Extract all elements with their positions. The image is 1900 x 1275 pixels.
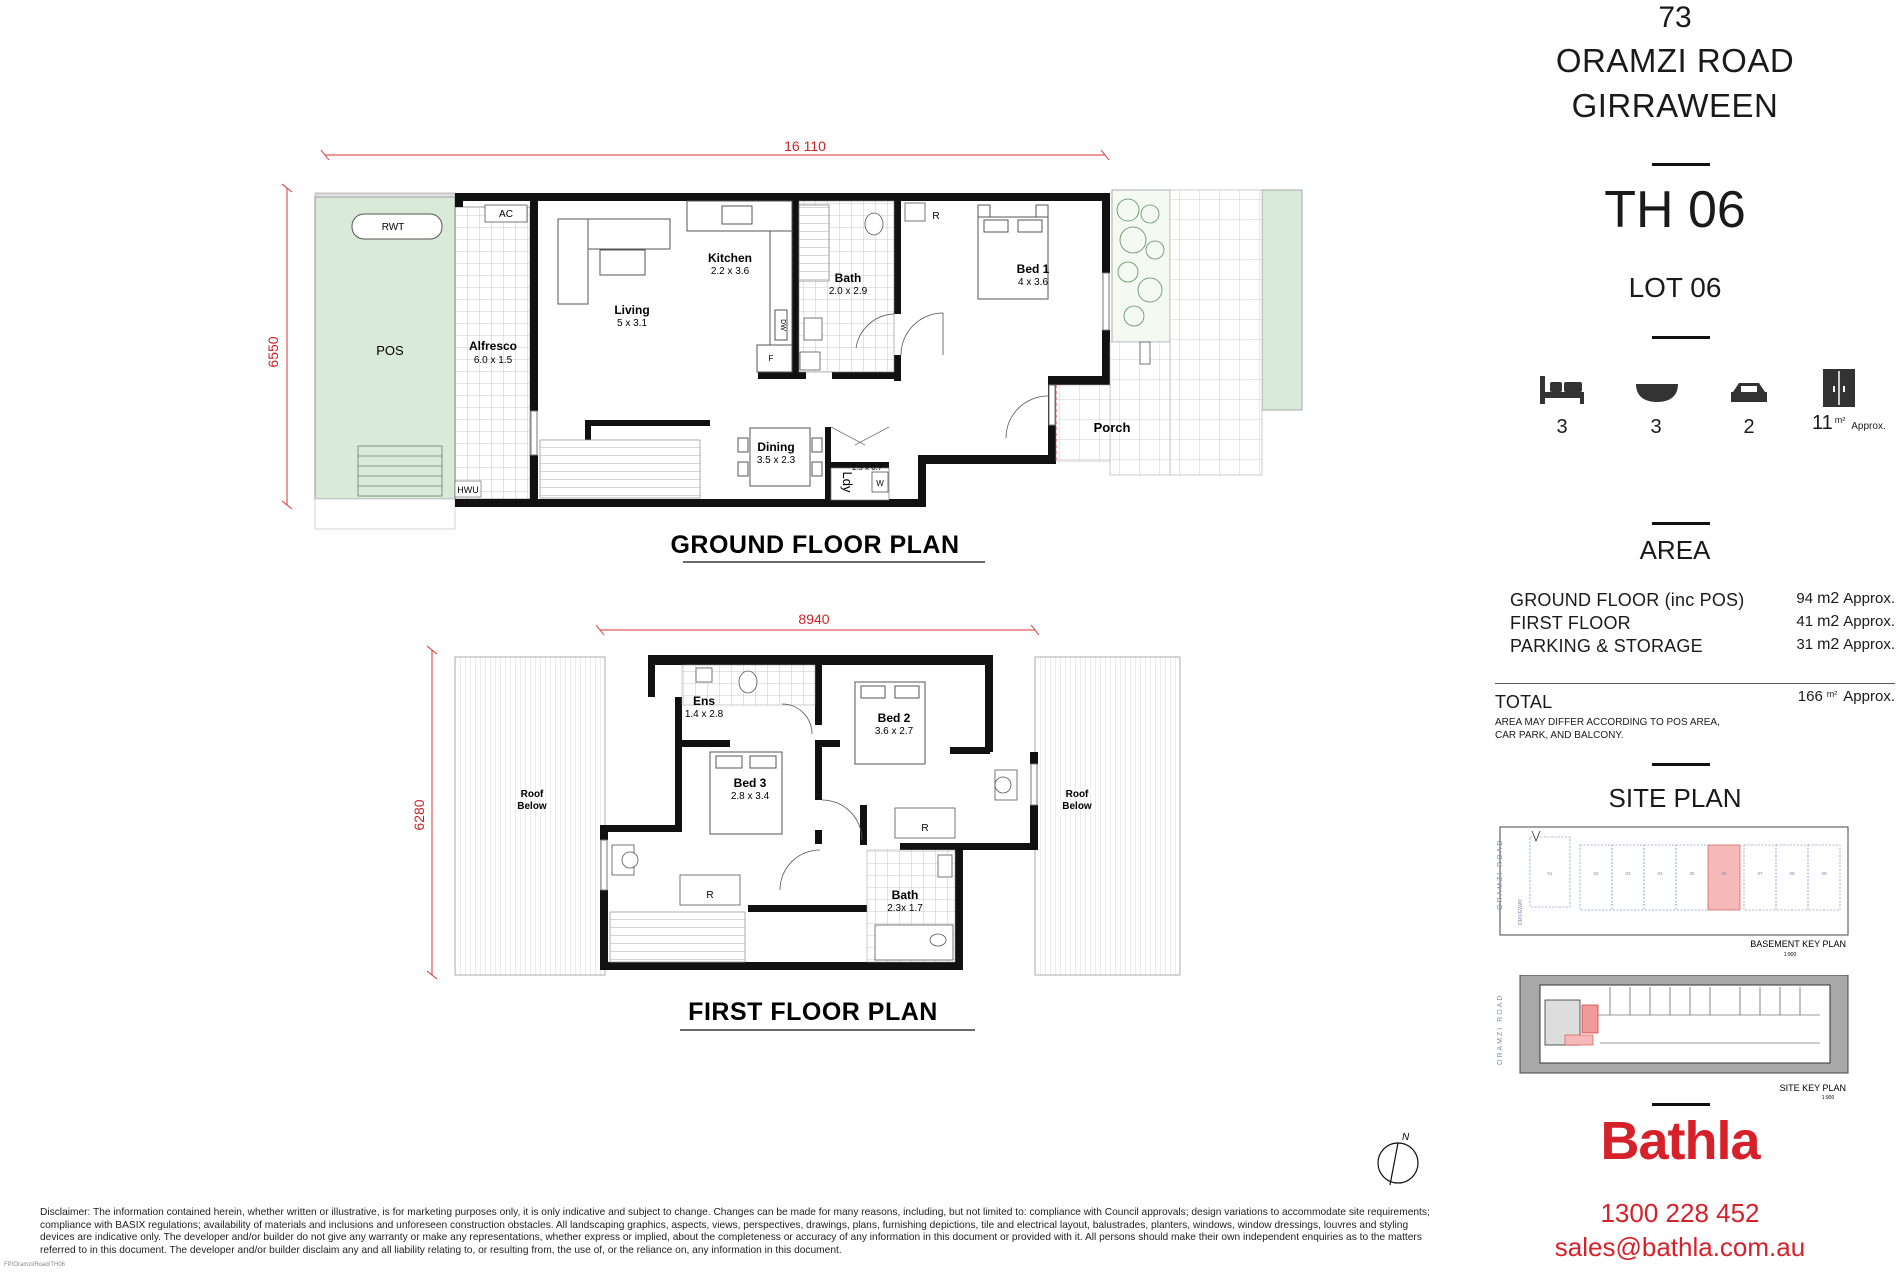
alfresco-label: Alfresco <box>468 339 518 353</box>
site-road-label: ORAMZI ROAD <box>1497 993 1504 1065</box>
phone-number[interactable]: 1300 228 452 <box>1600 1198 1760 1228</box>
alfresco-size: 6.0 x 1.5 <box>473 355 513 366</box>
site-plan-heading: SITE PLAN <box>1608 783 1742 813</box>
first-bath-label: Bath <box>891 888 919 902</box>
site-key-label: SITE KEY PLAN <box>1779 1083 1846 1093</box>
area-footnote-2: CAR PARK, AND BALCONY. <box>1495 730 1624 741</box>
ac-label: AC <box>499 209 513 220</box>
area-label-ground: GROUND FLOOR (inc POS) <box>1510 590 1745 610</box>
area-divider <box>1495 683 1895 684</box>
laundry-size: 1.5 x 0.7 <box>851 463 883 472</box>
ensuite-size: 1.4 x 2.8 <box>684 709 724 720</box>
first-depth-dimension <box>427 646 437 979</box>
file-reference: FP/Oramzi/Road/TH06 <box>4 1262 66 1268</box>
area-parking-unit: m2 <box>1817 636 1840 653</box>
roof-right-label-2: Below <box>1062 801 1092 812</box>
area-first-note: Approx. <box>1843 613 1895 630</box>
bed2-robe-label: R <box>921 823 929 834</box>
front-paving <box>1170 190 1262 475</box>
area-first-value: 41 <box>1796 613 1814 630</box>
living-sofa <box>558 219 670 304</box>
ground-width-label: 16 110 <box>784 138 826 154</box>
car-count: 2 <box>1743 416 1755 438</box>
site-key-scale: 1:900 <box>1821 1095 1835 1100</box>
storage-area <box>1812 412 1886 435</box>
first-floor-plan <box>411 611 1180 1030</box>
storage-icon <box>1822 368 1856 408</box>
area-value-first <box>1760 613 1895 631</box>
storage-note: Approx. <box>1851 421 1886 432</box>
area-parking-note: Approx. <box>1843 636 1895 653</box>
washer-label: W <box>876 479 884 488</box>
townhouse-number: TH 06 <box>1604 181 1746 239</box>
area-label-first: FIRST FLOOR <box>1510 613 1631 633</box>
basement-lot-04: 04 <box>1657 871 1663 876</box>
porch-label: Porch <box>1093 420 1131 435</box>
roof-right-label: Roof <box>1065 789 1089 800</box>
basement-lot-09: 09 <box>1821 871 1827 876</box>
dining-size: 3.5 x 2.3 <box>756 455 796 466</box>
basement-key-plan <box>1490 825 1850 960</box>
storage-unit: m² <box>1834 415 1846 425</box>
bed1-label: Bed 1 <box>1016 262 1050 276</box>
ground-width-dimension <box>321 150 1109 160</box>
basement-lot-07: 07 <box>1757 871 1763 876</box>
basement-lot-02: 02 <box>1593 871 1599 876</box>
brand-logo: Bathla <box>1600 1111 1760 1171</box>
area-heading: AREA <box>1639 535 1711 565</box>
basement-key-scale: 1:900 <box>1783 952 1797 958</box>
address-suburb: GIRRAWEEN <box>1571 87 1779 124</box>
area-ground-note: Approx. <box>1843 590 1895 607</box>
email-address[interactable]: sales@bathla.com.au <box>1554 1232 1806 1262</box>
area-ground-unit: m2 <box>1817 590 1840 607</box>
site-lot-06-highlight <box>1582 1005 1598 1033</box>
area-total-note: Approx. <box>1843 688 1895 705</box>
bathroom-count: 3 <box>1650 416 1662 438</box>
features-row <box>1530 360 1900 440</box>
basement-lot-03: 03 <box>1625 871 1631 876</box>
roof-below-right <box>1035 657 1180 975</box>
front-lawn <box>1262 190 1302 410</box>
area-value-parking <box>1760 636 1895 654</box>
basement-lot-06-highlight <box>1708 845 1740 910</box>
area-label-parking: PARKING & STORAGE <box>1510 636 1703 656</box>
divider <box>1652 522 1710 525</box>
bed3-size: 2.8 x 3.4 <box>730 791 770 802</box>
roof-below-left <box>455 657 605 975</box>
area-parking-value: 31 <box>1796 636 1814 653</box>
bedroom-count: 3 <box>1556 416 1568 438</box>
bed-icon <box>1538 372 1586 406</box>
area-ground-value: 94 <box>1796 590 1814 607</box>
ground-stairs <box>540 440 700 498</box>
rwt-label: RWT <box>381 222 405 233</box>
disclaimer-text: Disclaimer: The information contained herein, whether written or illustrative, is for marketing purposes only, it is only indicative and subject to change. Changes can be made for many reasons, including, but not limited to: compliance with Council approvals; design variations to accommodate site requirements; compliance with BASIX regulations; availability of materials and inclusions and unforeseen construction obstacles. All landscaping graphics, aspects, views, perspectives, drawings, plans, furnishing depictions, tile and electrical layout, balustrades, planters, windows, window dressings, louvres and styling devices are indicative only. The developer and/or builder do not give any warranty or make any representations, whether express or implied, about the completeness or accuracy of any information in this document or provided with it. All persons should make their own independent enquiries as to the matters referred to in this document. The developer and/or builder disclaim any and all liability relating to, or resulting from, the use of, or the reliance on, any information in this document. <box>40 1207 1430 1256</box>
area-total-number: 166 <box>1797 688 1823 705</box>
bed1-robe-label: R <box>932 211 940 222</box>
divider <box>1652 163 1710 166</box>
basement-lot-08: 08 <box>1789 871 1795 876</box>
ground-bath-label: Bath <box>834 271 862 285</box>
first-floor-title: FIRST FLOOR PLAN <box>688 998 938 1026</box>
divider <box>1652 1103 1710 1106</box>
area-footnote-1: AREA MAY DIFFER ACCORDING TO POS AREA, <box>1495 717 1720 728</box>
car-icon <box>1729 380 1769 406</box>
dining-label: Dining <box>757 440 795 454</box>
address-street: ORAMZI ROAD <box>1555 42 1795 79</box>
living-size: 5 x 3.1 <box>616 318 648 329</box>
ground-depth-dimension <box>282 184 292 509</box>
first-bath-size: 2.3x 1.7 <box>887 903 923 914</box>
bed3-robe-label: R <box>706 890 714 901</box>
kitchen-bench <box>687 201 792 372</box>
ground-floor-plan <box>265 138 1302 562</box>
bed2-size: 3.6 x 2.7 <box>874 726 914 737</box>
lot-number: LOT 06 <box>1628 272 1722 303</box>
north-label: N <box>1402 1132 1410 1143</box>
north-arrow-icon <box>1378 1132 1418 1185</box>
bath-icon <box>1634 382 1680 406</box>
divider <box>1652 336 1710 339</box>
ensuite-label: Ens <box>692 694 716 708</box>
bed2-label: Bed 2 <box>877 711 911 725</box>
ground-floor-title: GROUND FLOOR PLAN <box>670 531 960 559</box>
first-depth-label: 6280 <box>411 799 427 831</box>
basement-lot-05: 05 <box>1689 871 1695 876</box>
area-total-unit: m² <box>1826 689 1838 699</box>
basement-key-label: BASEMENT KEY PLAN <box>1750 939 1846 949</box>
basement-driveway-label: DRIVEWAY <box>1518 898 1524 925</box>
hwu-label: HWU <box>457 485 479 495</box>
alfresco-area <box>455 207 530 499</box>
area-total-value <box>1760 688 1895 705</box>
ground-depth-label: 6550 <box>265 336 281 368</box>
area-value-ground <box>1760 590 1895 608</box>
basement-lot-01: 01 <box>1547 871 1553 876</box>
area-total-label: TOTAL <box>1495 692 1553 712</box>
bed3-label: Bed 3 <box>733 776 767 790</box>
basement-lot-06: 06 <box>1721 871 1727 876</box>
bed1-size: 4 x 3.6 <box>1017 277 1049 288</box>
pos-label: POS <box>376 343 404 358</box>
address-number: 73 <box>1658 1 1692 34</box>
area-first-unit: m2 <box>1817 613 1840 630</box>
kitchen-size: 2.2 x 3.6 <box>710 266 750 277</box>
site-key-plan <box>1490 975 1850 1100</box>
first-stairs <box>610 912 745 962</box>
divider <box>1652 763 1710 766</box>
storage-value: 11 <box>1812 412 1833 434</box>
laundry-label: Ldy <box>840 471 855 493</box>
roof-left-label-2: Below <box>517 801 547 812</box>
basement-road-label: ORAMZI ROAD <box>1497 838 1504 910</box>
roof-left-label: Roof <box>520 789 544 800</box>
ground-bath-size: 2.0 x 2.9 <box>828 286 868 297</box>
living-label: Living <box>614 303 650 317</box>
dw-label: DW <box>779 319 786 331</box>
kitchen-label: Kitchen <box>707 251 753 265</box>
first-width-label: 8940 <box>798 611 830 627</box>
fridge-label: F <box>768 354 774 363</box>
